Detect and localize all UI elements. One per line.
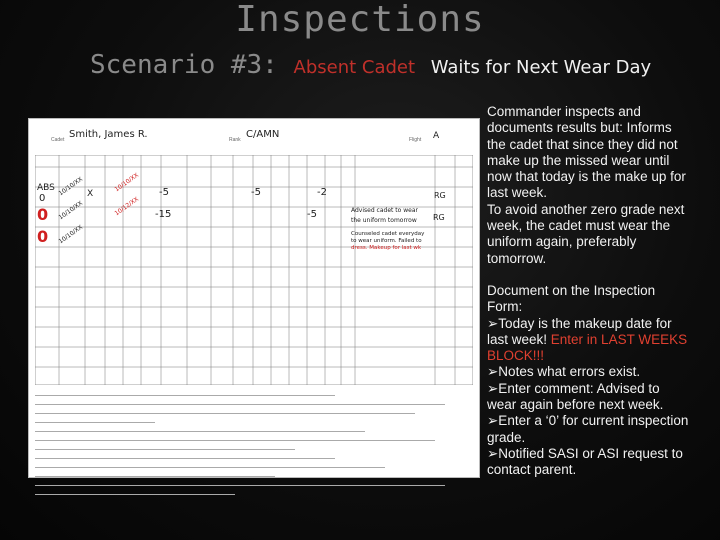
para-avoid: To avoid another zero grade next week, the cadet must wear the uniform again, preferably tomorrow. xyxy=(487,201,685,266)
subtitle-highlight: Absent Cadet xyxy=(293,57,416,78)
row2-initials: RG xyxy=(433,213,445,222)
row1-v1: -5 xyxy=(159,187,169,198)
row3-date: 10/10/XX xyxy=(57,223,85,246)
row3-comment-line3: dress. Makeup for last wk xyxy=(351,245,422,251)
form-instructions xyxy=(35,389,473,497)
para-document: Document on the Inspection Form: xyxy=(487,282,656,315)
slide-subtitle xyxy=(90,48,710,85)
row3-score: 0 xyxy=(37,227,49,246)
row2-date: 10/10/XX xyxy=(57,199,85,222)
row1-v3: -2 xyxy=(317,187,327,198)
para-commander: Commander inspects and documents results but: Informs the cadet that since they did not make up the missed wear until now that today is the make up for last week. xyxy=(487,104,686,201)
bullet-comment: ➢Enter comment: Advised to wear again before next week. xyxy=(487,380,664,413)
row2-score: 0 xyxy=(37,205,49,224)
bullet-makeup-date-text: ➢Today is the makeup date for last week! xyxy=(487,315,672,347)
bullet-errors: ➢Notes what errors exist. xyxy=(487,364,641,380)
bullet-zero-grade: ➢Enter a ‘0’ for current inspection grade. xyxy=(487,413,689,445)
row1-date2: 10/10/XX xyxy=(113,171,141,194)
row2-date2: 10/12/XX xyxy=(113,195,141,218)
subtitle-prefix: Scenario #3: xyxy=(90,50,278,80)
row2-comment-line2: the uniform tomorrow xyxy=(351,217,417,224)
slide-title: Inspections xyxy=(235,0,485,40)
bullet-notified: ➢Notified SASI or ASI request to contact parent. xyxy=(487,445,683,478)
row2-v2: -5 xyxy=(307,209,317,220)
row2-v1: -15 xyxy=(155,209,172,220)
row1-date: 10/10/XX xyxy=(57,175,85,198)
row1-score: 0 xyxy=(39,193,46,204)
cadet-grade: C/AMN xyxy=(246,129,280,140)
bullet-makeup-date-highlight: Enter in LAST WEEKS BLOCK!!! xyxy=(487,331,688,364)
cadet-name: Smith, James R. xyxy=(69,129,148,140)
row1-check: X xyxy=(87,189,94,199)
cadet-flight: A xyxy=(433,131,440,141)
row1-v2: -5 xyxy=(251,187,261,198)
row3-comment-line2: to wear uniform. Failed to xyxy=(351,238,422,244)
row2-comment-line1: Advised cadet to wear xyxy=(351,207,418,214)
instructions-text xyxy=(487,104,692,479)
inspection-form-image: Cadet Smith, James R. Rank C/AMN Flight A ABS 0 10/10/XX X 10/10/XX -5 -5 -2 RG 0 10/10/XX 10/12/XX -15 -5 Advised cadet to wear the uniform tomorrow RG 0 10/10/XX Counseled cadet everyday to wear uniform. Failed to dress. Makeup for last wk xyxy=(28,118,480,478)
subtitle-rest: Waits for Next Wear Day xyxy=(430,57,652,78)
bullet-makeup-date xyxy=(487,316,692,365)
row1-comment: RG xyxy=(434,191,446,200)
row3-comment-line1: Counseled cadet everyday xyxy=(351,231,425,237)
row1-grade-mark: ABS xyxy=(37,183,55,193)
